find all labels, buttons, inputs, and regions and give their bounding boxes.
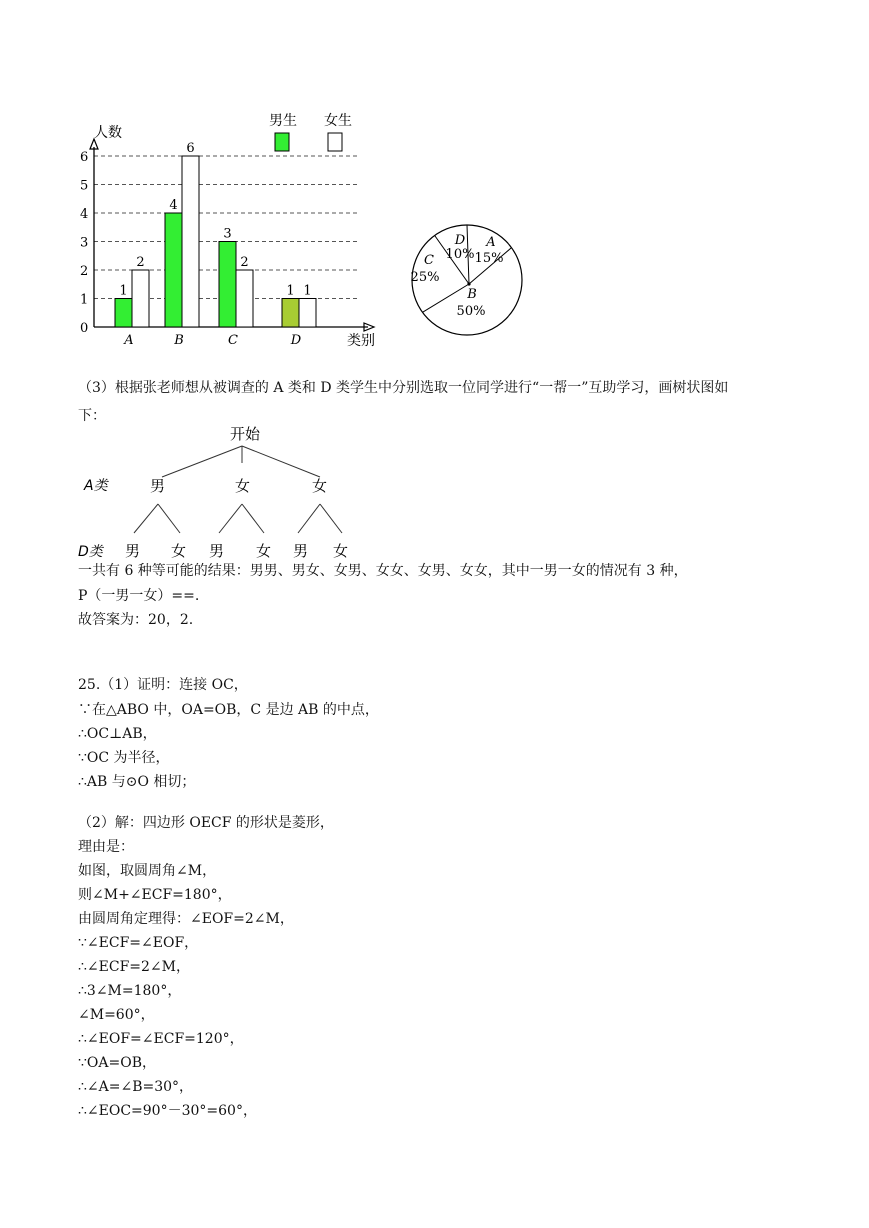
- category-label: A: [124, 333, 134, 348]
- y-tick-label: 6: [80, 150, 89, 165]
- tree-l1-node: 男: [150, 477, 166, 495]
- p25-line3: ∴OC⊥AB，: [78, 726, 157, 742]
- bar-chart: [60, 105, 390, 355]
- tree-l2-node: 女: [171, 542, 187, 560]
- bar: [219, 242, 236, 328]
- tree-l2-node: 男: [293, 542, 309, 560]
- pie-slice-label: C: [424, 253, 434, 268]
- tree-l1-node: 女: [235, 477, 251, 495]
- category-labels: [123, 333, 301, 348]
- bar-value-label: 6: [186, 141, 195, 156]
- x-axis-label: 类别: [347, 333, 375, 349]
- pie-chart: [405, 220, 535, 340]
- pie-slice-label: B: [467, 287, 477, 302]
- y-tick-label: 5: [80, 178, 89, 194]
- bar-marks: [115, 141, 316, 327]
- pie-slice-pct: 25%: [410, 270, 440, 285]
- p2-line10: ∴∠EOF=∠ECF=120°，: [78, 1031, 244, 1047]
- bar-value-label: 1: [286, 283, 295, 299]
- y-tick-label: 2: [80, 264, 89, 279]
- bar: [182, 156, 199, 327]
- bar-value-label: 3: [223, 226, 232, 242]
- p25-line2: ∵在△ABO 中，OA=OB，C 是边 AB 的中点，: [78, 702, 379, 718]
- bar: [282, 299, 299, 328]
- p2-line13: ∴∠EOC=90°－30°=60°，: [78, 1103, 257, 1119]
- legend-swatch-male: [275, 133, 289, 151]
- bar-value-label: 1: [303, 283, 312, 299]
- p2-line1: （2）解：四边形 OECF 的形状是菱形，: [78, 815, 334, 831]
- p2-line4: 则∠M+∠ECF=180°，: [78, 887, 232, 903]
- bar-value-label: 2: [240, 255, 249, 270]
- y-tick-label: 4: [80, 207, 89, 222]
- pie-slice-pct: 50%: [456, 304, 486, 319]
- category-label: C: [228, 333, 238, 348]
- bar-value-label: 4: [169, 198, 178, 213]
- result-line1: 一共有 6 种等可能的结果：男男、男女、女男、女女、女男、女女，其中一男一女的情况有 3 种，: [78, 563, 688, 579]
- bar-value-label: 2: [136, 255, 145, 270]
- legend-label-male: 男生: [269, 113, 297, 129]
- tree-level1-label: A类: [84, 478, 108, 494]
- q3-line2: 下：: [78, 408, 106, 424]
- result-line3: 故答案为：20，2.: [78, 612, 194, 628]
- bar-value-label: 1: [119, 283, 128, 299]
- y-tick-labels: [80, 150, 88, 336]
- p2-line6: ∵∠ECF=∠EOF，: [78, 935, 199, 951]
- bar: [165, 213, 182, 327]
- p2-line3: 如图，取圆周角∠M，: [78, 863, 217, 879]
- pie-slice-label: D: [454, 233, 466, 248]
- p2-line7: ∴∠ECF=2∠M，: [78, 959, 190, 975]
- y-axis-label: 人数: [94, 125, 122, 141]
- y-tick-label: 3: [80, 235, 89, 251]
- tree-l2-node: 女: [256, 542, 272, 560]
- q3-line1: （3）根据张老师想从被调查的 A 类和 D 类学生中分别选取一位同学进行“一帮一”互助学习，画树状图如: [78, 380, 729, 396]
- y-tick-label: 1: [80, 292, 89, 308]
- p2-line11: ∵OA=OB，: [78, 1055, 156, 1071]
- tree-root: 开始: [230, 425, 261, 443]
- p25-line1: 25.（1）证明：连接 OC，: [78, 677, 248, 693]
- pie-slice-pct: 10%: [445, 247, 475, 262]
- pie-center: [467, 282, 470, 285]
- pie-slice-label: A: [486, 235, 496, 250]
- category-label: B: [174, 333, 184, 348]
- p2-line2: 理由是：: [78, 839, 134, 855]
- bar: [132, 270, 149, 327]
- bar: [115, 299, 132, 328]
- p2-line9: ∠M=60°，: [78, 1007, 155, 1023]
- p2-line5: 由圆周角定理得：∠EOF=2∠M，: [78, 911, 294, 927]
- bar: [299, 299, 316, 328]
- tree-l2-node: 女: [333, 542, 349, 560]
- bar: [236, 270, 253, 327]
- p2-line12: ∴∠A=∠B=30°，: [78, 1079, 194, 1095]
- p25-line5: ∴AB 与⊙O 相切；: [78, 774, 196, 790]
- legend: [269, 112, 352, 151]
- tree-diagram: [70, 420, 370, 565]
- tree-l1-node: 女: [312, 477, 328, 495]
- tree-l2-node: 男: [209, 542, 225, 560]
- y-tick-label: 0: [80, 321, 89, 336]
- legend-label-female: 女生: [324, 113, 352, 129]
- result-line2: P（一男一女）==.: [78, 588, 200, 604]
- pie-slice-pct: 15%: [474, 251, 504, 266]
- tree-level2-label: D类: [78, 544, 103, 560]
- tree-l2-node: 男: [125, 542, 141, 560]
- legend-swatch-female: [328, 133, 342, 151]
- p25-line4: ∵OC 为半径，: [78, 750, 170, 766]
- category-label: D: [290, 333, 302, 348]
- p2-line8: ∴3∠M=180°，: [78, 983, 182, 999]
